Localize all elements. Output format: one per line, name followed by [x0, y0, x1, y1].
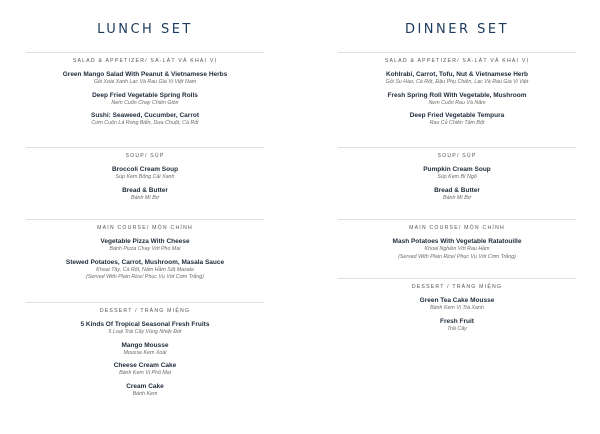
menu-item-name: Sushi: Seaweed, Cucumber, Carrot — [90, 112, 199, 119]
dinner-set-column — [338, 0, 576, 434]
menu-item-translation: Bánh Mì Bơ — [131, 194, 159, 201]
menu-item — [338, 111, 576, 128]
menu-item — [26, 237, 264, 254]
menu-item-name: Fresh Fruit — [440, 317, 474, 325]
menu-item-name: Pumpkin Cream Soup — [423, 166, 491, 173]
menu-item-translation: Gỏi Xoài Xanh Lạc Và Rau Gia Vị Việt Nam — [93, 79, 197, 85]
menu-item-translation: Rau Củ Chiên Tẩm Bột — [429, 120, 485, 126]
menu-item-name: Fresh Spring Roll With Vegetable, Mushroom — [387, 91, 527, 99]
lunch-set-title: LUNCH SET — [97, 22, 193, 37]
menu-item — [26, 341, 264, 358]
menu-item-serving-note: (Served With Plain Rice/ Phục Vụ Với Cơm Trắng) — [86, 274, 204, 280]
menu-item-translation: Súp Kem Bông Cải Xanh — [115, 174, 175, 180]
menu-item-name: Broccoli Cream Soup — [111, 166, 179, 173]
menu-item-name: Bread & Butter — [434, 186, 480, 194]
lunch-set-column — [26, 0, 264, 434]
menu-item — [26, 258, 264, 282]
menu-item-translation: Bánh Kem — [132, 390, 158, 397]
dinner-set-title: DINNER SET — [404, 22, 510, 37]
menu-item-name: Mango Mousse — [121, 341, 169, 349]
menu-item-translation: Bánh Kem Vị Trà Xanh — [430, 305, 484, 311]
lunch-dessert-heading: DESSERT / TRÁNG MIỆNG — [26, 302, 264, 314]
menu-item-translation: Bánh Kem Vị Phô Mai — [119, 370, 171, 376]
dinner-soup-heading: SOUP/ SÚP — [338, 147, 576, 159]
dinner-main-heading: MAIN COURSE/ MÓN CHÍNH — [338, 219, 576, 231]
menu-item-translation: Cơm Cuộn Lá Rong Biển, Dưa Chuột, Cà Rốt — [91, 120, 199, 126]
menu-item — [26, 91, 264, 108]
dinner-main-items — [338, 237, 576, 261]
menu-item — [26, 70, 264, 87]
menu-item — [338, 296, 576, 313]
lunch-main-items — [26, 237, 264, 282]
menu-item-name: Kohlrabi, Carrot, Tofu, Nut & Vietnamese Herb — [385, 71, 529, 78]
menu-item — [338, 91, 576, 108]
lunch-soup-heading: SOUP/ SÚP — [26, 147, 264, 159]
menu-item — [338, 70, 576, 87]
menu-item-name: Bread & Butter — [122, 186, 168, 194]
menu-item-name: Deep Fried Vegetable Tempura — [409, 112, 505, 119]
menu-item-translation: Bánh Pizza Chay Với Pho Mai — [109, 246, 181, 252]
dinner-salad-items — [338, 70, 576, 132]
menu-item-translation: Nem Cuốn Chay Chiên Giòn — [111, 99, 179, 106]
menu-item-name: Cream Cake — [126, 382, 164, 390]
menu-item-translation: Nem Cuốn Rau Và Nấm — [428, 99, 486, 106]
dinner-salad-heading: SALAD & APPETIZER/ SA-LÁT VÀ KHAI VỊ — [338, 52, 576, 64]
menu-item-name: Green Mango Salad With Peanut & Vietnamese Herbs — [62, 71, 228, 78]
menu-item-translation: Súp Kem Bí Ngô — [437, 174, 477, 180]
lunch-soup-items — [26, 165, 264, 206]
lunch-salad-items — [26, 70, 264, 132]
menu-item — [338, 186, 576, 203]
dinner-dessert-heading: DESSERT / TRÁNG MIỆNG — [338, 278, 576, 290]
menu-item — [26, 361, 264, 378]
menu-item-translation: Khoai Tây, Cà Rốt, Nấm Hầm Sốt Masala — [96, 266, 194, 273]
menu-item — [26, 111, 264, 128]
menu-item-name: Cheese Cream Cake — [113, 362, 177, 369]
menu-item — [26, 382, 264, 399]
menu-item — [26, 186, 264, 203]
menu-item-translation: Trái Cây — [447, 325, 467, 332]
menu-item-name: Stewed Potatoes, Carrot, Mushroom, Masala Sauce — [65, 258, 225, 266]
menu-item-translation: Gỏi Su Hào, Cà Rốt, Đậu Phụ Chiên, Lạc Và Rau Gia Vị Việt — [385, 79, 529, 85]
menu-item-name: 5 Kinds Of Tropical Seasonal Fresh Fruits — [80, 321, 210, 328]
lunch-salad-heading: SALAD & APPETIZER/ SA-LÁT VÀ KHAI VỊ — [26, 52, 264, 64]
menu-item — [338, 165, 576, 182]
menu-item — [338, 237, 576, 261]
menu-item-name: Vegetable Pizza With Cheese — [100, 238, 190, 245]
menu-item-translation: Khoai Nghiền Với Rau Hầm — [424, 246, 490, 252]
menu-item-translation: Mousse Kem Xoài — [123, 349, 167, 356]
dinner-soup-items — [338, 165, 576, 206]
menu-item — [26, 320, 264, 337]
menu-item — [338, 317, 576, 334]
menu-item — [26, 165, 264, 182]
menu-item-name: Deep Fried Vegetable Spring Rolls — [92, 91, 198, 99]
lunch-main-heading: MAIN COURSE/ MÓN CHÍNH — [26, 219, 264, 231]
dinner-dessert-items — [338, 296, 576, 337]
menu-item-serving-note: (Served With Plain Rice/ Phục Vụ Với Cơm Trắng) — [398, 253, 516, 260]
menu-item-name: Green Tea Cake Mousse — [419, 297, 495, 304]
menu-item-name: Mash Potatoes With Vegetable Ratatouille — [392, 238, 522, 245]
lunch-dessert-items — [26, 320, 264, 402]
menu-item-translation: 5 Loại Trái Cây Vùng Nhiệt Đới — [108, 329, 182, 335]
menu-item-translation: Bánh Mì Bơ — [443, 194, 471, 201]
